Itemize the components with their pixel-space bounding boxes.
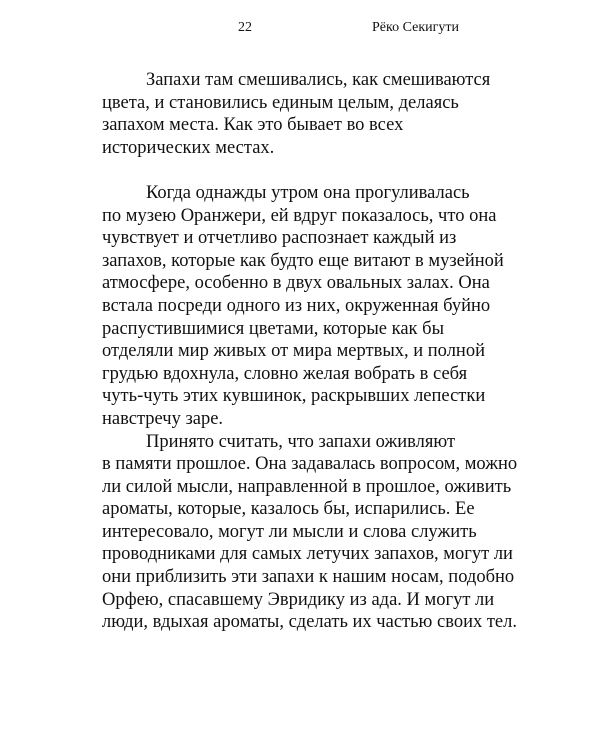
paragraph-spacer (102, 159, 517, 182)
text-line: интересовало, могут ли мысли и слова служить (102, 521, 477, 542)
text-line: цвета, и становились единым целым, делаясь (102, 92, 459, 113)
text-line: отделяли мир живых от мира мертвых, и полной (102, 341, 485, 362)
text-line: проводниками для самых летучих запахов, могут ли (102, 544, 513, 565)
text-line: навстречу заре. (102, 408, 224, 429)
text-line: они приблизить эти запахи к нашим носам, подобно (102, 567, 515, 588)
text-line: в памяти прошлое. Она задавалась вопросом, можно (102, 454, 518, 475)
text-line: встала посреди одного из них, окруженная буйно (102, 295, 491, 316)
text-line: атмосфере, особенно в двух овальных залах. Она (102, 273, 490, 294)
text-line: распустившимися цветами, которые как бы (102, 318, 445, 339)
text-line: исторических местах. (102, 137, 275, 158)
paragraph (102, 431, 517, 634)
page-header (0, 20, 600, 42)
text-line: Запахи там смешивались, как смешиваются (146, 70, 491, 90)
paragraph (102, 69, 517, 159)
text-line: ли силой мысли, направленной в прошлое, оживить (102, 476, 512, 497)
text-line: по музею Оранжери, ей вдруг показалось, что она (102, 205, 497, 226)
page-number: 22 (238, 20, 252, 35)
text-line: ароматы, которые, казалось бы, испарились. Ее (102, 499, 475, 520)
paragraph (102, 182, 517, 431)
body-text (102, 69, 517, 634)
running-head-author: Рёко Секигути (372, 20, 459, 35)
text-line: Когда однажды утром она прогуливалась (146, 182, 470, 203)
text-line: грудью вдохнула, словно желая вобрать в себя (102, 363, 468, 384)
text-line: Орфею, спасавшему Эвридику из ада. И могут ли (102, 589, 495, 610)
text-line: чуть-чуть этих кувшинок, раскрывших лепестки (102, 386, 486, 407)
text-line: запахов, которые как будто еще витают в музейной (102, 250, 504, 271)
text-line: запахом места. Как это бывает во всех (102, 115, 404, 136)
text-line: люди, вдыхая ароматы, сделать их частью своих тел. (102, 612, 517, 633)
text-line: чувствует и отчетливо распознает каждый из (102, 228, 457, 249)
text-line: Принято считать, что запахи оживляют (146, 431, 456, 452)
